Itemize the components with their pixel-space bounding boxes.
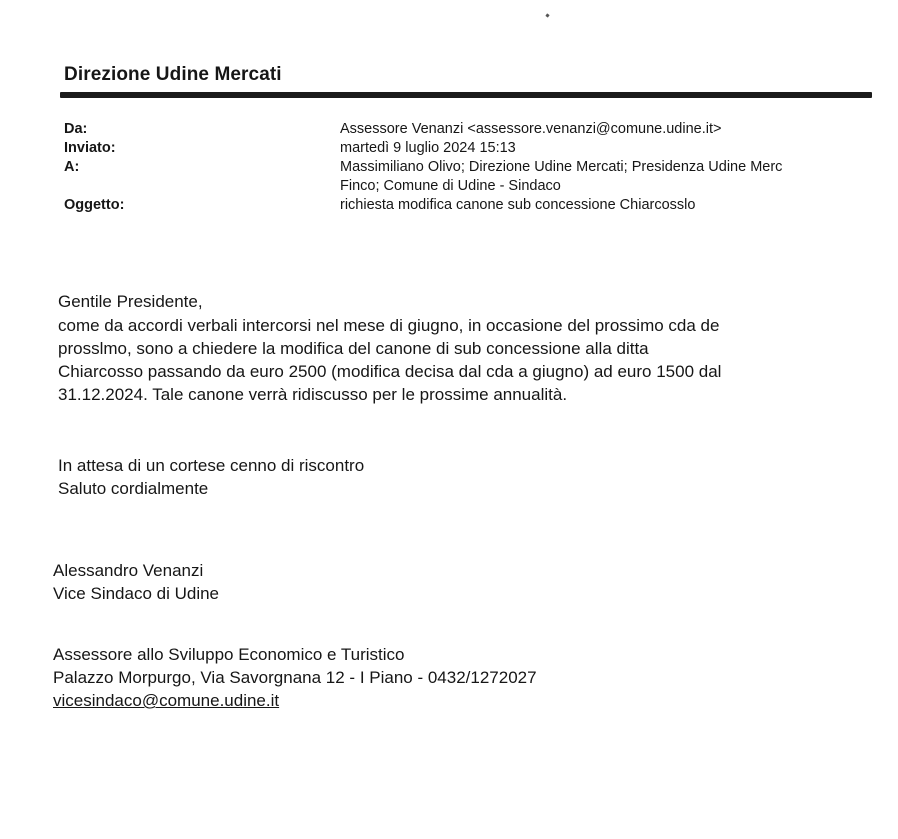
sent-value: martedì 9 luglio 2024 15:13 <box>340 140 516 156</box>
to-row <box>64 158 874 196</box>
from-value: Assessore Venanzi <assessore.venanzi@comune.udine.it> <box>340 121 722 137</box>
paragraph-line: prosslmo, sono a chiedere la modifica del canone di sub concessione alla ditta <box>58 339 649 358</box>
sent-row <box>64 139 874 158</box>
office-address: Palazzo Morpurgo, Via Savorgnana 12 - I Piano - 0432/1272027 <box>53 668 537 687</box>
subject-row <box>64 196 874 215</box>
office-details <box>53 643 537 712</box>
org-title: Direzione Udine Mercati <box>64 64 282 85</box>
office-title: Assessore allo Sviluppo Economico e Turistico <box>53 645 405 664</box>
signature <box>53 559 219 605</box>
paragraph-line: Chiarcosso passando da euro 2500 (modifica decisa dal cda a giugno) ad euro 1500 dal <box>58 362 722 381</box>
greeting: Gentile Presidente, <box>58 292 203 311</box>
sent-label: Inviato: <box>64 140 116 156</box>
email-header <box>64 120 874 215</box>
paragraph-line: come da accordi verbali intercorsi nel mese di giugno, in occasione del prossimo cda de <box>58 316 720 335</box>
signature-role: Vice Sindaco di Udine <box>53 584 220 603</box>
to-value <box>340 158 870 196</box>
subject-value: richiesta modifica canone sub concessione Chiarcosslo <box>340 197 696 213</box>
closing <box>58 454 364 500</box>
to-line: Finco; Comune di Udine - Sindaco <box>340 178 561 194</box>
closing-line: Saluto cordialmente <box>58 479 209 498</box>
message-paragraph <box>58 314 870 406</box>
from-row <box>64 120 874 139</box>
title-divider <box>60 92 872 98</box>
closing-line: In attesa di un cortese cenno di riscontro <box>58 456 365 475</box>
subject-label: Oggetto: <box>64 197 125 213</box>
email-link[interactable]: vicesindaco@comune.udine.it <box>53 691 280 710</box>
from-label: Da: <box>64 121 88 137</box>
paragraph-line: 31.12.2024. Tale canone verrà ridiscusso per le prossime annualità. <box>58 385 568 404</box>
to-label: A: <box>64 159 80 175</box>
to-line: Massimiliano Olivo; Direzione Udine Mercati; Presidenza Udine Merc <box>340 159 783 175</box>
scan-speck <box>545 13 549 17</box>
signature-name: Alessandro Venanzi <box>53 561 204 580</box>
